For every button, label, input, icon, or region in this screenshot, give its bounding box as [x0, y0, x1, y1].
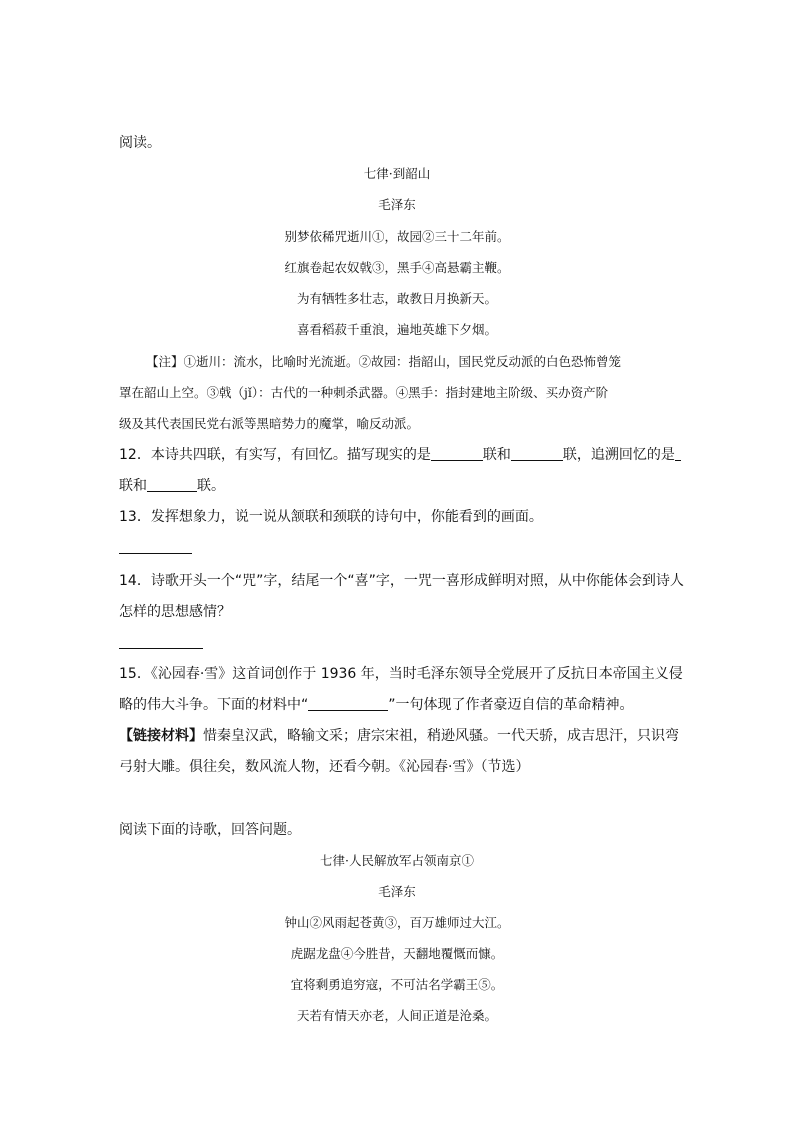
q12-text: 联。	[197, 478, 225, 494]
q15-text: 略的伟大斗争。下面的材料中“	[119, 697, 309, 713]
poem1-line: 为有牺牲多壮志，敢教日月换新天。	[296, 291, 497, 306]
reading-intro-2: 阅读下面的诗歌，回答问题。	[119, 822, 301, 838]
question-14-line: 怎样的思想感情？	[119, 604, 231, 620]
poem1-line: 红旗卷起农奴戟③，黑手④高悬霸主鞭。	[284, 260, 510, 275]
question-15-line: 15．《沁园春·雪》这首词创作于 1936 年，当时毛泽东领导全党展开了反抗日本帝国主义侵	[119, 666, 683, 682]
q12-text: 联和	[482, 447, 511, 463]
poem2-line: 虎踞龙盘④今胜昔，天翻地覆慨而慷。	[290, 946, 504, 961]
poem1-author: 毛泽东	[378, 197, 416, 212]
link-material-text: 惜秦皇汉武，略输文采；唐宗宋祖，稍逊风骚。一代天骄，成吉思汗，只识弯	[203, 728, 679, 744]
poem1-title: 七律·到韶山	[363, 166, 431, 181]
answer-blank[interactable]	[675, 446, 681, 461]
poem2-line: 钟山②风雨起苍黄③，百万雄师过大江。	[284, 915, 510, 930]
poem1-note-line: 罩在韶山上空。③戟（jǐ）：古代的一种刺杀武器。④黑手：指封建地主阶级、买办资产阶	[119, 385, 609, 400]
answer-blank[interactable]	[308, 696, 388, 711]
q12-text: 12．本诗共四联，有实写，有回忆。描写现实的是	[119, 447, 431, 463]
answer-blank[interactable]	[511, 446, 563, 461]
poem1-line: 别梦依稀咒逝川①，故园②三十二年前。	[284, 229, 510, 244]
question-15-line2	[119, 695, 634, 715]
question-12-line2	[119, 476, 225, 496]
question-13: 13．发挥想象力，说一说从颔联和颈联的诗句中，你能看到的画面。	[119, 509, 543, 525]
poem1-note-line: 级及其代表国民党右派等黑暗势力的魔掌，喻反动派。	[119, 416, 420, 431]
question-14-line: 14．诗歌开头一个“咒”字，结尾一个“喜”字，一咒一喜形成鲜明对照，从中你能体会到诗人	[119, 573, 684, 589]
poem1-note-line: 【注】①逝川：流水，比喻时光流逝。②故园：指韶山，国民党反动派的白色恐怖曾笼	[146, 354, 622, 369]
q12-text: 联和	[119, 478, 147, 494]
poem2-title: 七律·人民解放军占领南京①	[320, 853, 474, 868]
link-material-label: 【链接材料】	[119, 728, 203, 744]
link-material-line	[119, 726, 679, 746]
poem2-line: 宜将剩勇追穷寇，不可沽名学霸王⑤。	[290, 977, 504, 992]
poem2-author: 毛泽东	[378, 884, 416, 899]
answer-line[interactable]	[119, 553, 192, 554]
reading-intro: 阅读。	[119, 135, 161, 151]
link-material-line: 弓射大雕。俱往矣，数风流人物，还看今朝。《沁园春·雪》（节选）	[119, 759, 530, 775]
poem1-line: 喜看稻菽千重浪，遍地英雄下夕烟。	[296, 322, 497, 337]
q15-text: ”一句体现了作者豪迈自信的革命精神。	[388, 697, 634, 713]
answer-blank[interactable]	[431, 446, 483, 461]
q12-text: 联，追溯回忆的是	[562, 447, 675, 463]
poem2-line: 天若有情天亦老，人间正道是沧桑。	[296, 1008, 497, 1023]
answer-line[interactable]	[119, 648, 203, 649]
answer-blank[interactable]	[147, 477, 197, 492]
question-12-line1	[119, 445, 681, 465]
